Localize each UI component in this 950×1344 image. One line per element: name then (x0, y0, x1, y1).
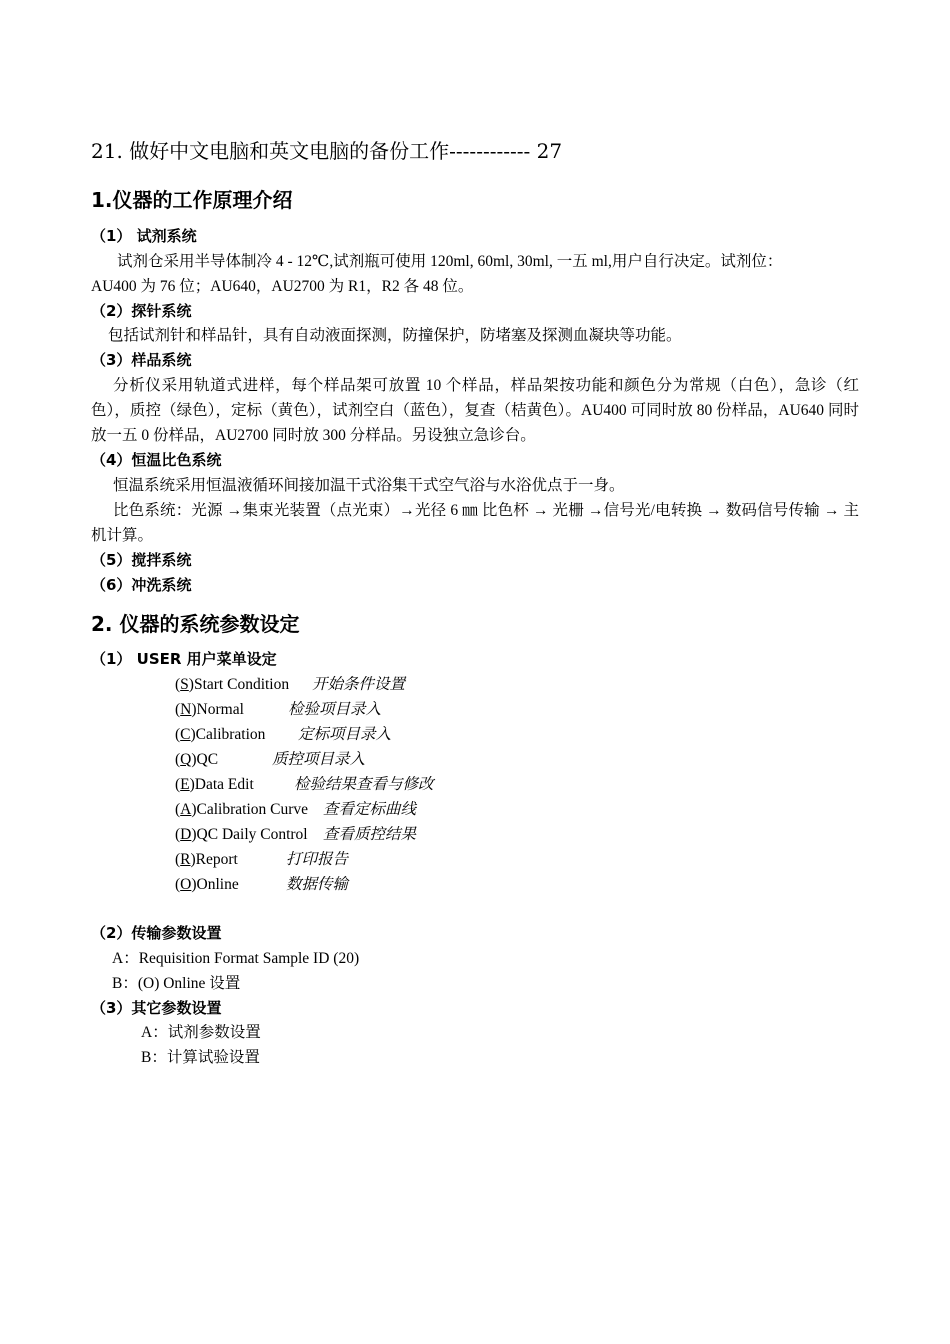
s3-title: （3）样品系统 (91, 351, 192, 369)
menu-item-description: 打印报告 (286, 851, 349, 868)
p3-title: （3）其它参数设置 (91, 999, 222, 1017)
section2-title: 2. 仪器的系统参数设定 (91, 612, 300, 636)
p2-b: B：(O) Online 设置 (112, 975, 241, 992)
p3-b: B：计算试验设置 (141, 1049, 260, 1066)
menu-item-description: 查看质控结果 (323, 826, 417, 843)
p1-title: （1） USER 用户菜单设定 (91, 650, 277, 668)
menu-item-description: 检验结果查看与修改 (294, 776, 434, 793)
menu-item-shortcut-key: S (180, 676, 189, 693)
menu-item-description: 开始条件设置 (312, 676, 406, 693)
s1-text-a: 试剂仓采用半导体制冷 4 - 12℃,试剂瓶可使用 120ml, 60ml, 30ml, 一五 ml,用户自行决定。试剂位： (117, 253, 783, 270)
menu-item-label: (Q)QC (175, 751, 219, 768)
menu-item-description: 查看定标曲线 (323, 801, 417, 818)
menu-item-description: 定标项目录入 (298, 726, 392, 743)
menu-item-shortcut-key: D (180, 826, 192, 843)
toc-line: 21. 做好中文电脑和英文电脑的备份工作------------ 27 (91, 139, 563, 163)
s4-text-a: 恒温系统采用恒温液循环间接加温干式浴集干式空气浴与水浴优点于一身。 (113, 477, 625, 494)
menu-item-shortcut-key: Q (180, 751, 192, 768)
s4-text-b: 比色系统：光源 →集束光装置（点光束）→光径 6 ㎜ 比色杯 → 光栅 →信号光/电转换 → 数码信号传输 → 主机计算。 (91, 502, 859, 544)
menu-item-shortcut-key: O (180, 876, 192, 893)
menu-item-shortcut-key: C (180, 726, 191, 743)
menu-item-description: 质控项目录入 (272, 751, 366, 768)
menu-item-label: (D)QC Daily Control (175, 826, 308, 843)
s4-title: （4）恒温比色系统 (91, 451, 222, 469)
menu-item-shortcut-key: A (180, 801, 192, 818)
menu-item-label: (O)Online (175, 876, 239, 893)
p3-a: A：试剂参数设置 (141, 1024, 261, 1041)
s1-title: （1） 试剂系统 (91, 227, 197, 245)
p2-title: （2）传输参数设置 (91, 924, 222, 942)
menu-item-label: (S)Start Condition (175, 676, 290, 693)
s1-text-b: AU400 为 76 位；AU640，AU2700 为 R1，R2 各 48 位。 (91, 278, 474, 295)
p2-a: A：Requisition Format Sample ID (20) (112, 950, 360, 967)
s2-title: （2）探针系统 (91, 302, 192, 320)
menu-item-label: (E)Data Edit (175, 776, 254, 793)
menu-item-label: (A)Calibration Curve (175, 801, 309, 818)
menu-item-shortcut-key: R (180, 851, 191, 868)
s5-title: （5）搅拌系统 (91, 551, 192, 569)
s3-text: 分析仪采用轨道式进样，每个样品架可放置 10 个样品，样品架按功能和颜色分为常规（白色），急诊（红色），质控（绿色），定标（黄色），试剂空白（蓝色），复查（桔黄色）。AU400 可同时放 80 份样品，AU640 同时放一五 0 份样品，AU2700 同时放 300 分样品。另设独立急诊台。 (91, 377, 859, 444)
menu-item-description: 检验项目录入 (288, 701, 382, 718)
s2-text: 包括试剂针和样品针，具有自动液面探测，防撞保护，防堵塞及探测血凝块等功能。 (108, 327, 682, 344)
s6-title: （6）冲洗系统 (91, 576, 192, 594)
menu-item-label: (C)Calibration (175, 726, 266, 743)
menu-item-shortcut-key: E (180, 776, 190, 793)
section1-title: 1.仪器的工作原理介绍 (91, 188, 293, 212)
menu-item-description: 数据传输 (286, 876, 349, 893)
menu-item-shortcut-key: N (180, 701, 192, 718)
menu-item-label: (R)Report (175, 851, 238, 868)
menu-item-label: (N)Normal (175, 701, 244, 718)
